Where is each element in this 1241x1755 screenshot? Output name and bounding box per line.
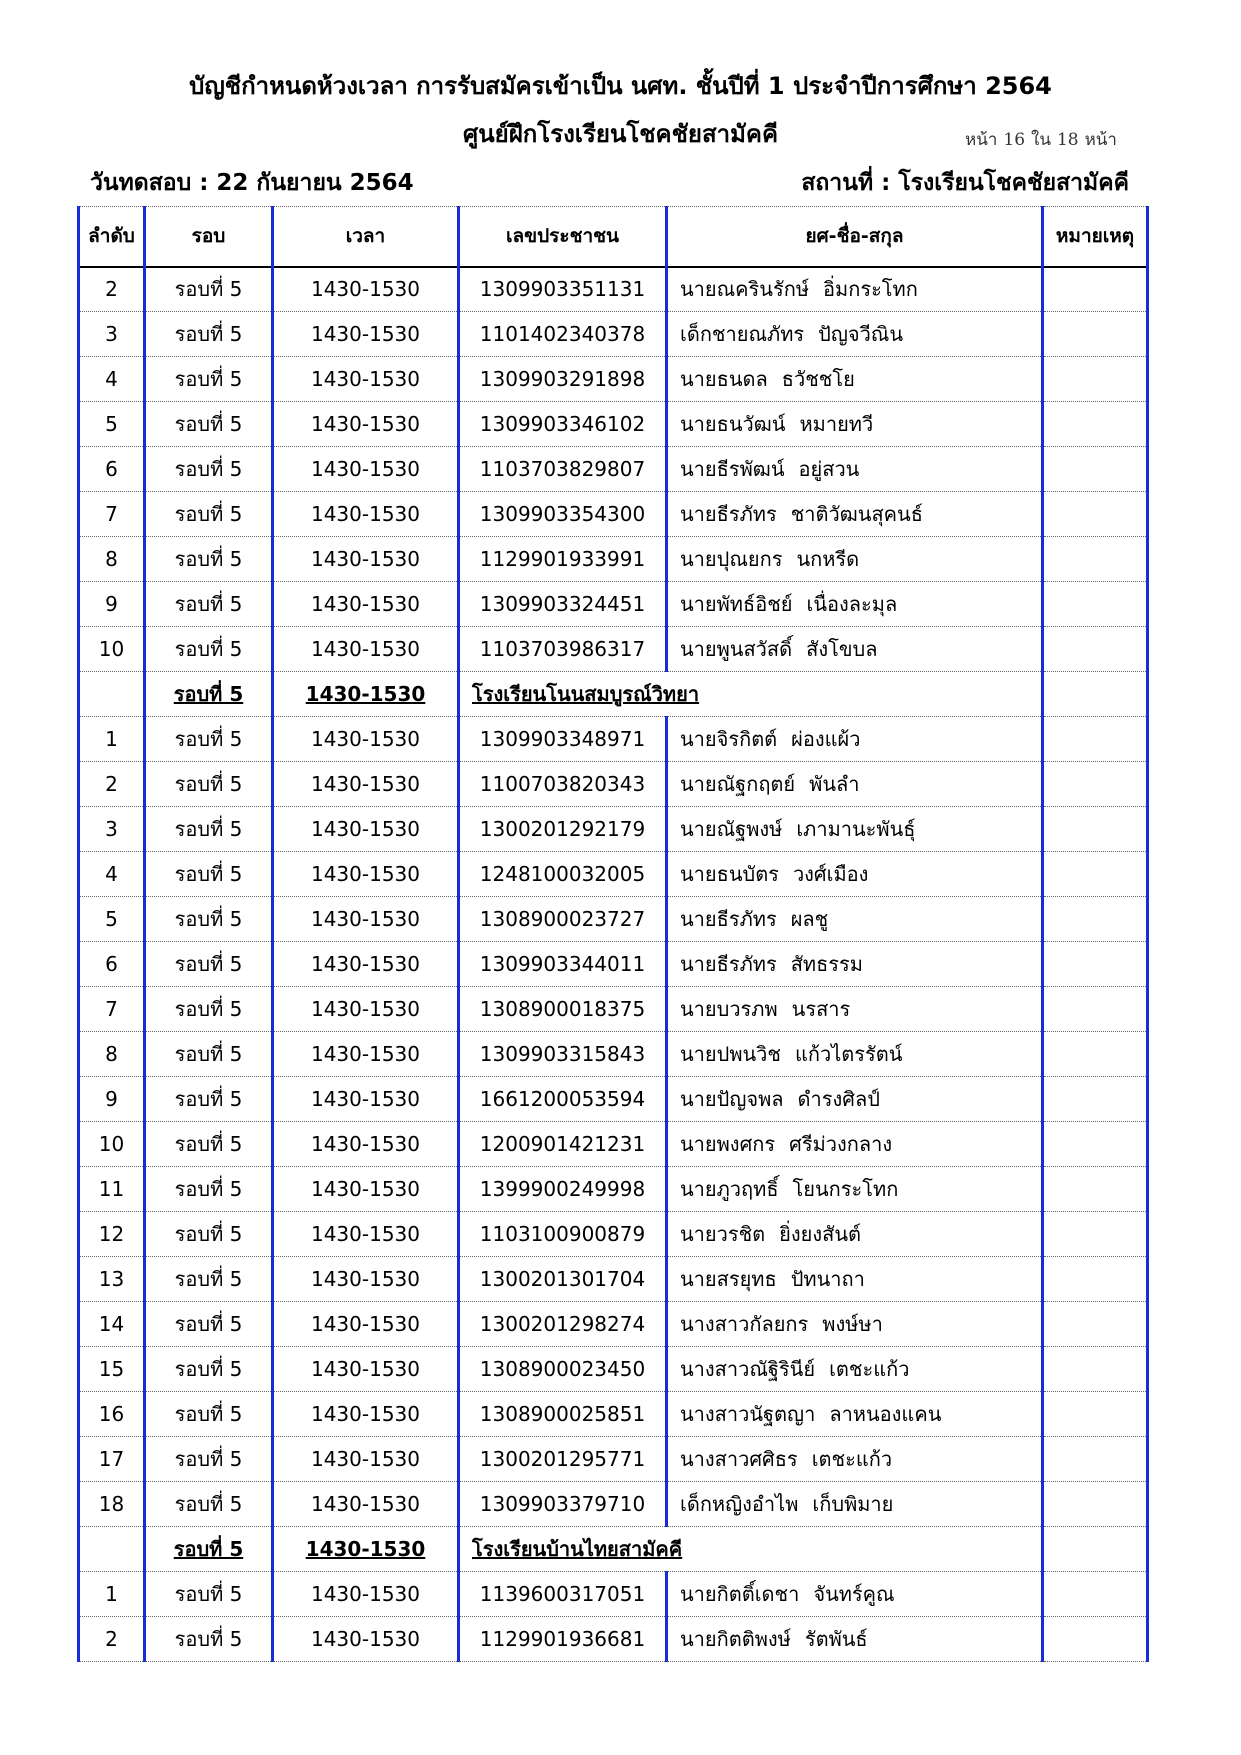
row-last-name: ปัทนาถา — [790, 1267, 865, 1291]
column-header-round: รอบ — [145, 207, 273, 267]
page-indicator — [965, 126, 1123, 153]
row-round: รอบที่ 5 — [145, 1437, 273, 1482]
row-remark — [1043, 852, 1148, 897]
row-no: 2 — [79, 1617, 145, 1662]
row-last-name: พงษ์ษา — [822, 1312, 883, 1336]
row-national-id: 1309903324451 — [459, 582, 667, 627]
column-header-time: เวลา — [273, 207, 459, 267]
row-last-name: นกหรีด — [796, 547, 860, 571]
page-prefix: หน้า — [965, 130, 998, 150]
row-round: รอบที่ 5 — [145, 447, 273, 492]
section-school-name: โรงเรียนบ้านไทยสามัคคี — [459, 1527, 1043, 1572]
row-national-id: 1101402340378 — [459, 312, 667, 357]
section-round: รอบที่ 5 — [145, 672, 273, 717]
table-row — [79, 1347, 1148, 1392]
row-name — [667, 1437, 1043, 1482]
row-time: 1430-1530 — [273, 447, 459, 492]
table-row — [79, 762, 1148, 807]
row-round: รอบที่ 5 — [145, 762, 273, 807]
row-remark — [1043, 267, 1148, 312]
row-time: 1430-1530 — [273, 267, 459, 312]
row-time: 1430-1530 — [273, 402, 459, 447]
row-national-id: 1139600317051 — [459, 1572, 667, 1617]
row-time: 1430-1530 — [273, 492, 459, 537]
row-remark — [1043, 1302, 1148, 1347]
row-time: 1430-1530 — [273, 1392, 459, 1437]
row-time: 1430-1530 — [273, 537, 459, 582]
row-first-name: นายพูนสวัสดิ์ — [680, 637, 793, 661]
table-row — [79, 312, 1148, 357]
row-last-name: จันทร์คูณ — [813, 1582, 895, 1606]
row-remark — [1043, 1077, 1148, 1122]
row-remark — [1043, 1482, 1148, 1527]
row-no: 6 — [79, 447, 145, 492]
exam-date: วันทดสอบ : 22 กันยายน 2564 — [90, 170, 414, 196]
page-current: 16 — [1003, 130, 1026, 150]
row-time: 1430-1530 — [273, 1617, 459, 1662]
row-name — [667, 357, 1043, 402]
row-first-name: เด็กชายณภัทร — [680, 322, 805, 346]
row-time: 1430-1530 — [273, 897, 459, 942]
table-row — [79, 267, 1148, 312]
table-row — [79, 582, 1148, 627]
row-name — [667, 582, 1043, 627]
row-round: รอบที่ 5 — [145, 1572, 273, 1617]
row-no: 18 — [79, 1482, 145, 1527]
row-time: 1430-1530 — [273, 1122, 459, 1167]
row-remark — [1043, 1347, 1148, 1392]
row-remark — [1043, 1212, 1148, 1257]
document-title: บัญชีกำหนดห้วงเวลา การรับสมัครเข้าเป็น นศท. ชั้นปีที่ 1 ประจำปีการศึกษา 2564 — [189, 72, 1052, 100]
row-no: 1 — [79, 1572, 145, 1617]
row-name — [667, 1077, 1043, 1122]
row-round: รอบที่ 5 — [145, 267, 273, 312]
row-round: รอบที่ 5 — [145, 1122, 273, 1167]
row-time: 1430-1530 — [273, 807, 459, 852]
row-remark — [1043, 492, 1148, 537]
row-name — [667, 537, 1043, 582]
row-remark — [1043, 1617, 1148, 1662]
row-time: 1430-1530 — [273, 1032, 459, 1077]
row-round: รอบที่ 5 — [145, 537, 273, 582]
row-no: 8 — [79, 1032, 145, 1077]
column-header-remark: หมายเหตุ — [1043, 207, 1148, 267]
table-row — [79, 627, 1148, 672]
section-remark-cell — [1043, 1527, 1148, 1572]
row-national-id: 1300201295771 — [459, 1437, 667, 1482]
row-remark — [1043, 897, 1148, 942]
row-remark — [1043, 1167, 1148, 1212]
row-no: 8 — [79, 537, 145, 582]
table-row — [79, 537, 1148, 582]
row-remark — [1043, 762, 1148, 807]
training-center-title: ศูนย์ฝึกโรงเรียนโชคชัยสามัคคี — [463, 120, 778, 148]
row-remark — [1043, 807, 1148, 852]
row-remark — [1043, 1572, 1148, 1617]
table-row — [79, 717, 1148, 762]
row-remark — [1043, 1032, 1148, 1077]
row-time: 1430-1530 — [273, 762, 459, 807]
row-no: 7 — [79, 987, 145, 1032]
row-last-name: อยู่สวน — [798, 457, 860, 481]
row-time: 1430-1530 — [273, 717, 459, 762]
table-body — [79, 267, 1148, 1662]
row-round: รอบที่ 5 — [145, 312, 273, 357]
page-total: 18 — [1056, 130, 1079, 150]
row-last-name: เตชะแก้ว — [811, 1447, 893, 1471]
row-no: 15 — [79, 1347, 145, 1392]
row-remark — [1043, 717, 1148, 762]
row-name — [667, 1302, 1043, 1347]
row-round: รอบที่ 5 — [145, 627, 273, 672]
row-name — [667, 897, 1043, 942]
row-no: 16 — [79, 1392, 145, 1437]
row-round: รอบที่ 5 — [145, 717, 273, 762]
row-name — [667, 1257, 1043, 1302]
row-national-id: 1309903351131 — [459, 267, 667, 312]
row-national-id: 1309903344011 — [459, 942, 667, 987]
row-national-id: 1103100900879 — [459, 1212, 667, 1257]
page-of: ใน — [1031, 130, 1051, 150]
row-first-name: นายปุณยกร — [680, 547, 783, 571]
row-national-id: 1100703820343 — [459, 762, 667, 807]
row-national-id: 1309903291898 — [459, 357, 667, 402]
row-time: 1430-1530 — [273, 312, 459, 357]
table-row — [79, 852, 1148, 897]
row-last-name: ดำรงศิลป์ — [797, 1087, 880, 1111]
row-no: 14 — [79, 1302, 145, 1347]
row-name — [667, 1167, 1043, 1212]
row-no: 1 — [79, 717, 145, 762]
row-first-name: นางสาวนัฐตญา — [680, 1402, 816, 1426]
row-name — [667, 312, 1043, 357]
row-national-id: 1309903379710 — [459, 1482, 667, 1527]
row-national-id: 1300201301704 — [459, 1257, 667, 1302]
row-round: รอบที่ 5 — [145, 1392, 273, 1437]
row-last-name: อิ่มกระโทก — [823, 277, 918, 302]
row-round: รอบที่ 5 — [145, 582, 273, 627]
row-round: รอบที่ 5 — [145, 987, 273, 1032]
row-round: รอบที่ 5 — [145, 1212, 273, 1257]
row-remark — [1043, 1392, 1148, 1437]
row-time: 1430-1530 — [273, 1167, 459, 1212]
row-no: 12 — [79, 1212, 145, 1257]
row-first-name: นายธนบัตร — [680, 862, 779, 886]
row-time: 1430-1530 — [273, 1077, 459, 1122]
table-row — [79, 1122, 1148, 1167]
row-time: 1430-1530 — [273, 1257, 459, 1302]
row-last-name: ผ่องแผ้ว — [791, 727, 861, 751]
row-name — [667, 1392, 1043, 1437]
row-last-name: เก็บพิมาย — [812, 1492, 894, 1516]
row-national-id: 1309903346102 — [459, 402, 667, 447]
row-first-name: นายธีรพัฒน์ — [680, 457, 785, 481]
row-last-name: ศรีม่วงกลาง — [789, 1132, 893, 1156]
row-time: 1430-1530 — [273, 987, 459, 1032]
row-round: รอบที่ 5 — [145, 942, 273, 987]
row-last-name: รัตพันธ์ — [804, 1627, 868, 1651]
row-first-name: นายธนดล — [680, 367, 768, 391]
row-first-name: นางสาวกัลยกร — [680, 1312, 809, 1336]
row-no: 9 — [79, 582, 145, 627]
table-row — [79, 492, 1148, 537]
row-no: 5 — [79, 897, 145, 942]
row-last-name: ผลชู — [790, 907, 829, 931]
section-no-cell — [79, 1527, 145, 1572]
row-no: 11 — [79, 1167, 145, 1212]
row-round: รอบที่ 5 — [145, 1302, 273, 1347]
row-first-name: นายสรยุทธ — [680, 1267, 777, 1291]
row-no: 2 — [79, 762, 145, 807]
row-round: รอบที่ 5 — [145, 1167, 273, 1212]
table-row — [79, 1617, 1148, 1662]
row-first-name: นายภูวฤทธิ์ — [680, 1177, 779, 1201]
row-round: รอบที่ 5 — [145, 852, 273, 897]
row-national-id: 1300201298274 — [459, 1302, 667, 1347]
row-round: รอบที่ 5 — [145, 492, 273, 537]
row-remark — [1043, 1437, 1148, 1482]
row-national-id: 1399900249998 — [459, 1167, 667, 1212]
row-remark — [1043, 357, 1148, 402]
row-round: รอบที่ 5 — [145, 1347, 273, 1392]
row-round: รอบที่ 5 — [145, 402, 273, 447]
row-first-name: นายธีรภัทร — [680, 907, 777, 931]
row-national-id: 1309903348971 — [459, 717, 667, 762]
table-row — [79, 1302, 1148, 1347]
row-name — [667, 852, 1043, 897]
row-national-id: 1129901933991 — [459, 537, 667, 582]
row-first-name: นายกิตติพงษ์ — [680, 1627, 791, 1651]
row-name — [667, 1212, 1043, 1257]
table-row — [79, 1212, 1148, 1257]
table-row — [79, 987, 1148, 1032]
row-remark — [1043, 447, 1148, 492]
row-last-name: ชาติวัฒนสุคนธ์ — [790, 502, 923, 526]
row-time: 1430-1530 — [273, 942, 459, 987]
table-row — [79, 1257, 1148, 1302]
row-remark — [1043, 402, 1148, 447]
column-header-name: ยศ-ชื่อ-สกุล — [667, 207, 1043, 267]
row-national-id: 1300201292179 — [459, 807, 667, 852]
row-no: 7 — [79, 492, 145, 537]
row-name — [667, 807, 1043, 852]
row-no: 3 — [79, 807, 145, 852]
row-last-name: ปัญจวีณิน — [818, 322, 904, 346]
row-last-name: สัทธรรม — [790, 952, 863, 976]
row-first-name: นายธีรภัทร — [680, 502, 777, 526]
row-no: 2 — [79, 267, 145, 312]
table-row — [79, 402, 1148, 447]
table-row — [79, 1392, 1148, 1437]
row-name — [667, 1032, 1043, 1077]
row-first-name: นายพัทธ์อิชย์ — [680, 592, 793, 616]
table-row — [79, 1437, 1148, 1482]
row-name — [667, 492, 1043, 537]
row-first-name: นายปัญจพล — [680, 1087, 784, 1111]
row-no: 5 — [79, 402, 145, 447]
table-row — [79, 1032, 1148, 1077]
row-national-id: 1308900018375 — [459, 987, 667, 1032]
column-header-no: ลำดับ — [79, 207, 145, 267]
row-remark — [1043, 1257, 1148, 1302]
row-time: 1430-1530 — [273, 1347, 459, 1392]
row-no: 13 — [79, 1257, 145, 1302]
table-row — [79, 1572, 1148, 1617]
row-national-id: 1200901421231 — [459, 1122, 667, 1167]
row-last-name: แก้วไตรรัตน์ — [794, 1042, 903, 1066]
row-first-name: เด็กหญิงอำไพ — [680, 1492, 799, 1516]
row-first-name: นายธนวัฒน์ — [680, 412, 786, 436]
row-first-name: นายณัฐพงษ์ — [680, 817, 783, 841]
row-round: รอบที่ 5 — [145, 1077, 273, 1122]
row-name — [667, 1122, 1043, 1167]
row-no: 6 — [79, 942, 145, 987]
row-national-id: 1308900025851 — [459, 1392, 667, 1437]
schedule-table — [77, 206, 1149, 1662]
section-remark-cell — [1043, 672, 1148, 717]
row-last-name: เภามานะพันธุ์ — [796, 817, 916, 841]
row-first-name: นายวรชิต — [680, 1222, 766, 1246]
row-last-name: ยิ่งยงสันต์ — [779, 1222, 861, 1246]
table-row — [79, 897, 1148, 942]
row-round: รอบที่ 5 — [145, 1257, 273, 1302]
row-remark — [1043, 987, 1148, 1032]
section-time: 1430-1530 — [273, 672, 459, 717]
row-remark — [1043, 312, 1148, 357]
column-header-national-id: เลขประชาชน — [459, 207, 667, 267]
row-last-name: พันลำ — [809, 772, 860, 796]
row-name — [667, 1347, 1043, 1392]
row-last-name: ลาหนองแคน — [829, 1402, 942, 1426]
row-round: รอบที่ 5 — [145, 1032, 273, 1077]
row-last-name: นรสาร — [791, 997, 851, 1021]
row-round: รอบที่ 5 — [145, 1482, 273, 1527]
row-national-id: 1309903315843 — [459, 1032, 667, 1077]
row-name — [667, 402, 1043, 447]
table-row — [79, 807, 1148, 852]
row-national-id: 1661200053594 — [459, 1077, 667, 1122]
row-last-name: วงศ์เมือง — [792, 862, 869, 886]
row-national-id: 1103703829807 — [459, 447, 667, 492]
row-first-name: นายณครินรักษ์ — [680, 277, 810, 302]
row-last-name: เตชะแก้ว — [829, 1357, 910, 1381]
row-time: 1430-1530 — [273, 1572, 459, 1617]
row-no: 4 — [79, 852, 145, 897]
table-row — [79, 1077, 1148, 1122]
row-national-id: 1308900023450 — [459, 1347, 667, 1392]
row-round: รอบที่ 5 — [145, 357, 273, 402]
row-round: รอบที่ 5 — [145, 1617, 273, 1662]
row-time: 1430-1530 — [273, 357, 459, 402]
section-round: รอบที่ 5 — [145, 1527, 273, 1572]
row-national-id: 1308900023727 — [459, 897, 667, 942]
row-name — [667, 1482, 1043, 1527]
school-section-row — [79, 672, 1148, 717]
page-suffix: หน้า — [1084, 130, 1117, 150]
row-name — [667, 762, 1043, 807]
school-section-row — [79, 1527, 1148, 1572]
row-round: รอบที่ 5 — [145, 897, 273, 942]
row-name — [667, 942, 1043, 987]
row-no: 9 — [79, 1077, 145, 1122]
row-time: 1430-1530 — [273, 1482, 459, 1527]
row-remark — [1043, 537, 1148, 582]
row-time: 1430-1530 — [273, 1302, 459, 1347]
row-first-name: นางสาวศศิธร — [680, 1447, 798, 1471]
row-first-name: นายกิตติ์เดชา — [680, 1582, 800, 1606]
row-last-name: ธวัชชโย — [781, 367, 855, 391]
row-name — [667, 717, 1043, 762]
row-name — [667, 267, 1043, 312]
table-row — [79, 447, 1148, 492]
section-school-name: โรงเรียนโนนสมบูรณ์วิทยา — [459, 672, 1043, 717]
row-remark — [1043, 582, 1148, 627]
row-name — [667, 987, 1043, 1032]
row-first-name: นายปพนวิช — [680, 1042, 781, 1066]
row-no: 3 — [79, 312, 145, 357]
row-no: 10 — [79, 1122, 145, 1167]
row-time: 1430-1530 — [273, 1212, 459, 1257]
row-name — [667, 1617, 1043, 1662]
table-row — [79, 1482, 1148, 1527]
table-row — [79, 357, 1148, 402]
row-no: 10 — [79, 627, 145, 672]
row-last-name: สังโขบล — [806, 637, 878, 661]
row-remark — [1043, 627, 1148, 672]
row-first-name: นายพงศกร — [680, 1132, 776, 1156]
row-remark — [1043, 942, 1148, 987]
row-no: 4 — [79, 357, 145, 402]
row-time: 1430-1530 — [273, 852, 459, 897]
row-last-name: โยนกระโทก — [792, 1177, 899, 1201]
row-name — [667, 1572, 1043, 1617]
row-first-name: นายบวรภพ — [680, 997, 778, 1021]
row-no: 17 — [79, 1437, 145, 1482]
row-round: รอบที่ 5 — [145, 807, 273, 852]
row-last-name: หมายทวี — [799, 412, 874, 436]
row-national-id: 1103703986317 — [459, 627, 667, 672]
row-national-id: 1309903354300 — [459, 492, 667, 537]
row-remark — [1043, 1122, 1148, 1167]
row-name — [667, 627, 1043, 672]
table-row — [79, 942, 1148, 987]
table-header-row — [79, 207, 1148, 267]
row-time: 1430-1530 — [273, 582, 459, 627]
row-first-name: นายณัฐกฤตย์ — [680, 772, 796, 796]
section-no-cell — [79, 672, 145, 717]
exam-location: สถานที่ : โรงเรียนโชคชัยสามัคคี — [801, 170, 1129, 196]
row-first-name: นายจิรกิตต์ — [680, 727, 778, 751]
row-national-id: 1129901936681 — [459, 1617, 667, 1662]
row-time: 1430-1530 — [273, 627, 459, 672]
row-first-name: นายธีรภัทร — [680, 952, 777, 976]
section-time: 1430-1530 — [273, 1527, 459, 1572]
row-name — [667, 447, 1043, 492]
row-national-id: 1248100032005 — [459, 852, 667, 897]
row-last-name: เนื่องละมุล — [806, 592, 898, 616]
table-row — [79, 1167, 1148, 1212]
row-first-name: นางสาวณัฐิรินีย์ — [680, 1357, 816, 1381]
row-time: 1430-1530 — [273, 1437, 459, 1482]
